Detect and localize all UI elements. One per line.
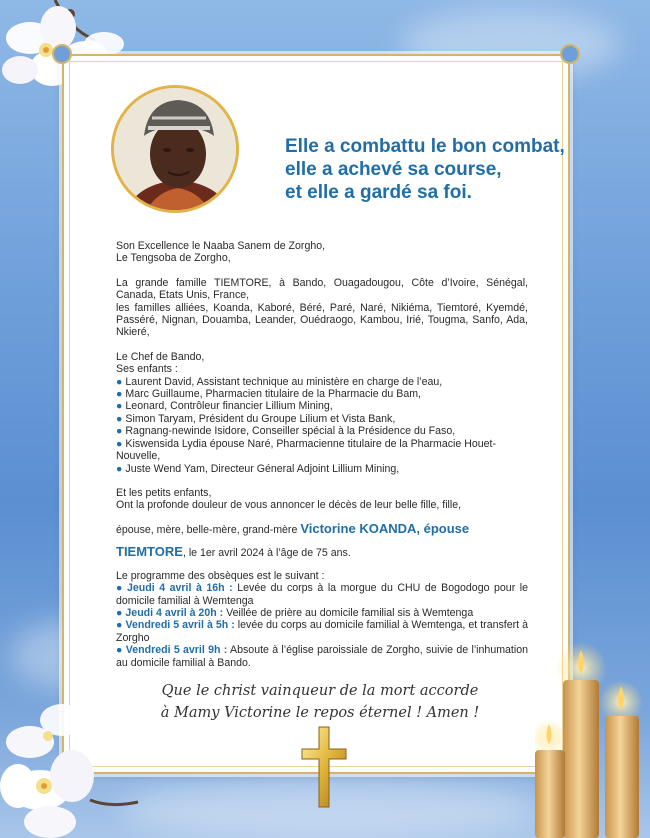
child-item: ● Leonard, Contrôleur financier Lillium Mining, xyxy=(116,400,333,413)
family-paragraph: La grande famille TIEMTORE, à Bando, Ouagadougou, Côte d’Ivoire, Sénégal, Canada, Etats Unis, France, xyxy=(116,276,528,302)
quote-line: elle a achevé sa course, xyxy=(285,159,502,180)
deceased-name: Victorine KOANDA, épouse xyxy=(300,520,470,536)
announce-line: Ont la profonde douleur de vous annoncer le décès de leur belle fille, fille, xyxy=(116,499,462,512)
bullet-icon: ● xyxy=(116,375,123,388)
opening-line: Le Tengsoba de Zorgho, xyxy=(116,252,231,265)
closing-line: Que le christ vainqueur de la mort accorde xyxy=(161,683,479,699)
opening-line: Son Excellence le Naaba Sanem de Zorgho, xyxy=(116,240,326,252)
child-item: ● Juste Wend Yam, Directeur Géneral Adjoint Lillium Mining, xyxy=(116,462,400,475)
program-item: ● Jeudi 4 avril à 16h : Levée du corps à la morgue du CHU de Bogodogo pour le domicile familial à Wemtenga xyxy=(116,582,528,607)
quote-line: et elle a gardé sa foi. xyxy=(285,182,472,203)
death-info-line: TIEMTORE, le 1er avril 2024 à l’âge de 75 ans. xyxy=(116,543,351,559)
child-item: ● Simon Taryam, Président du Groupe Lilium et Vista Bank, xyxy=(116,412,396,425)
program-intro: Le programme des obsèques est le suivant : xyxy=(116,569,325,582)
child-item: ● Ragnang-newinde Isidore, Conseiller spécial à la Présidence du Faso, xyxy=(116,425,456,438)
bullet-icon: ● xyxy=(116,462,123,475)
gold-cross-icon xyxy=(300,725,348,809)
grandchildren-line: Et les petits enfants, xyxy=(116,486,212,499)
card-corner xyxy=(560,44,580,64)
quote-line: Elle a combattu le bon combat, xyxy=(285,136,565,157)
bullet-icon: ● xyxy=(116,619,123,632)
candles-icon xyxy=(535,640,650,838)
program-item: ● Vendredi 5 avril 9h : Absoute à l’église paroissiale de Zorgho, suivie de l’inhumation au domicile familial à Bando. xyxy=(116,644,529,669)
closing-prayer xyxy=(130,680,510,724)
bullet-icon: ● xyxy=(116,412,123,425)
bible-quote xyxy=(285,135,575,204)
bullet-icon: ● xyxy=(116,606,123,619)
program-item: ● Vendredi 5 avril à 5h : levée du corps au domicile familial à Wemtenga, et transfert à Zorgho xyxy=(116,619,528,644)
allied-families: les familles alliées, Koanda, Kaboré, Béré, Paré, Naré, Nikiéma, Tiemtoré, Kyemdé, Passéré, Nignan, Douamba, Leander, Ouédraogo, Kambou, Irié, Tougma, Sanfo, Ada, Nkieré, xyxy=(116,301,528,339)
bullet-icon: ● xyxy=(116,644,123,657)
program-item: ● Jeudi 4 avril à 20h : Veillée de prière au domicile familial sis à Wemtenga xyxy=(116,606,474,619)
portrait xyxy=(111,85,239,213)
child-item: ● Kiswensida Lydia épouse Naré, Pharmacienne titulaire de la Pharmacie Houet-Nouvelle, xyxy=(116,437,496,463)
orchid-flower-icon xyxy=(0,690,140,838)
bullet-icon: ● xyxy=(116,437,123,450)
bullet-icon: ● xyxy=(116,582,124,595)
announcement-body xyxy=(116,240,528,669)
relation-line: épouse, mère, belle-mère, grand-mère Victorine KOANDA, épouse xyxy=(116,520,470,536)
child-item: ● Marc Guillaume, Pharmacien titulaire de la Pharmacie du Bam, xyxy=(116,388,421,401)
child-item: ● Laurent David, Assistant technique au ministère en charge de l’eau, xyxy=(116,375,443,388)
bullet-icon: ● xyxy=(116,400,123,413)
bullet-icon: ● xyxy=(116,425,123,438)
chef-line: Le Chef de Bando, xyxy=(116,350,205,363)
card-corner xyxy=(52,44,72,64)
closing-line: à Mamy Victorine le repos éternel ! Amen ! xyxy=(160,705,480,721)
bullet-icon: ● xyxy=(116,388,123,401)
deceased-surname: TIEMTORE xyxy=(116,543,183,559)
children-intro: Ses enfants : xyxy=(116,363,178,376)
